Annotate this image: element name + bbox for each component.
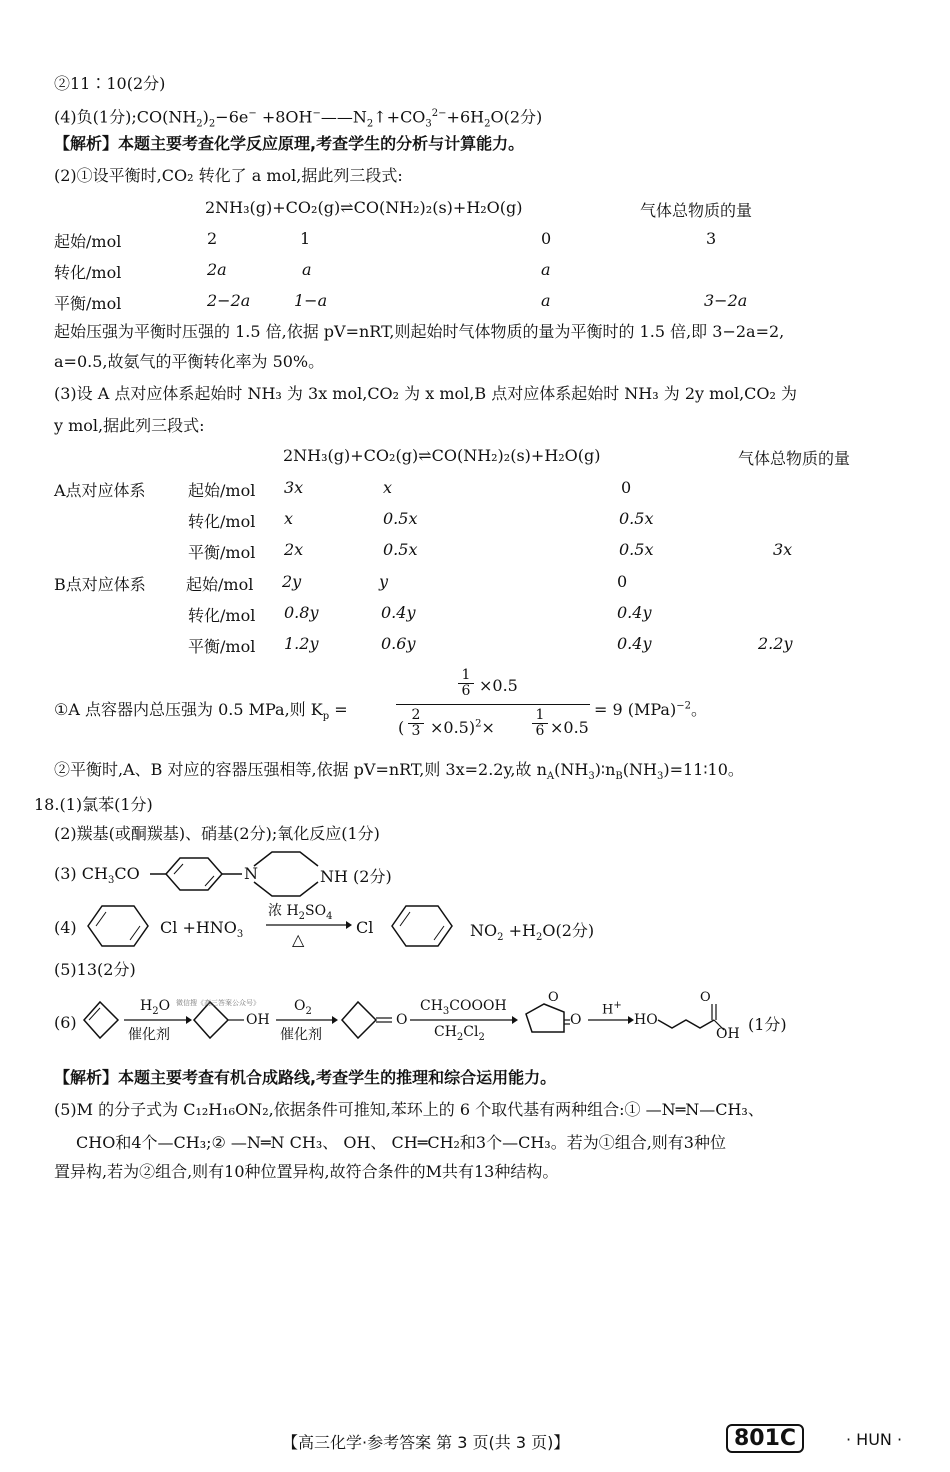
table2-row-label: 起始/mol [188,481,256,500]
table2-cell: 0.5x [383,540,418,559]
paragraph-3-ratio: ②平衡时,A、B 对应的容器压强相等,依据 pV=nRT,则 3x=2.2y,故 $n_A(NH_3)∶n_B(NH_3)=11∶10$。 [54,760,744,783]
route-catalyst-1: 催化剂 [128,1027,170,1043]
route-oh-group: OH [246,1012,270,1028]
table2-row-label: 起始/mol [186,575,254,594]
table2-total-header: 气体总物质的量 [738,449,851,468]
q18-part-1: 18.(1)氯苯(1分) [34,795,153,814]
table2-cell: 0.5x [383,509,418,528]
footer-code: 801C [726,1424,804,1453]
paragraph-2-2: 起始压强为平衡时压强的 1.5 倍,依据 pV=nRT,则起始时气体物质的量为平衡时的 1.5 倍,即 3−2a=2, [54,322,785,341]
table2-row-label: 转化/mol [188,512,256,531]
table2-cell: 0.5x [619,509,654,528]
table1-cell: 2a [207,260,227,279]
table1-row-label: 转化/mol [54,263,122,282]
route-acid-catalyst: H+ [602,1000,622,1018]
table1-row-label: 平衡/mol [54,294,122,313]
table1-cell: a [541,291,551,310]
table1-cell: 1−a [294,291,328,310]
q18-part-3-nh: NH (2分) [320,867,392,886]
paragraph-3-2: y mol,据此列三段式: [54,416,205,435]
q18-part-2: (2)羰基(或酮羰基)、硝基(2分);氧化反应(1分) [54,824,380,843]
table1-row-label: 起始/mol [54,232,122,251]
route-acid-oh: OH [716,1026,740,1042]
frac-numerator: $\frac{1}{6}$ [458,668,474,699]
kp-den-tail: ×0.5 [550,718,589,737]
table2-cell: 2.2y [758,634,793,653]
electrode-equation: (4)负(1分)$;CO(NH_2)_2-6e^-$ $+8OH^-——N_2↑+CO_3^{2-}+6H_2O(2$分) [54,107,543,130]
table1-cell: a [541,260,551,279]
analysis-heading-2: 【解析】本题主要考查有机合成路线,考查学生的推理和综合运用能力。 [54,1068,557,1087]
route-reagent-peracid: $CH_3COOOH$ [420,998,507,1017]
q18-part-3-n: N [244,864,258,883]
table1-equation: 2NH₃(g)+CO₂(g)⇌CO(NH₂)₂(s)+H₂O(g) [205,198,523,217]
fraction-bar [396,704,590,705]
paragraph-2-1: (2)①设平衡时,CO₂ 转化了 a mol,据此列三段式: [54,166,403,185]
table1-cell: a [302,260,312,279]
paragraph-2-3: a=0.5,故氨气的平衡转化率为 50%。 [54,352,325,371]
route-catalyst-2: 催化剂 [280,1027,322,1043]
table2-cell: y [379,572,389,591]
q18-part-4-heat: △ [292,930,305,949]
route-watermark: 微信搜《高三答案公众号》 [176,999,260,1007]
frac-two-thirds: $\frac{2}{3}$ [408,708,424,739]
q18-part-4-reactant: $Cl +HNO_3$ [160,918,244,941]
route-reagent-water: $H_2O$ [140,998,171,1017]
table2-cell: 0 [617,572,628,591]
answer-line-1: ②11∶10(2分) [54,74,166,93]
table2-cell: 0.4y [617,634,652,653]
table2-cell: 3x [284,478,304,497]
table2-cell: 0.8y [284,603,319,622]
route-acid-o: O [700,990,711,1005]
benzene-ring-icon [390,902,456,950]
q18-part-6-label: (6) [54,1013,77,1032]
table2-cell: 3x [773,540,793,559]
table1-cell: 3−2a [704,291,748,310]
analysis-heading-1: 【解析】本题主要考查化学反应原理,考查学生的分析与计算能力。 [54,134,525,153]
table2-cell: 1.2y [284,634,319,653]
table2-cell: 2y [282,572,302,591]
kp-den-mid: ×0.5)$^2$× [430,718,495,737]
paragraph-3-1: (3)设 A 点对应体系起始时 NH₃ 为 3x mol,CO₂ 为 x mol,B 点对应体系起始时 NH₃ 为 2y mol,CO₂ 为 [54,384,798,403]
kp-result: = 9 (MPa)$^{-2}$。 [594,700,707,719]
q18-part-4-product: $NO_2 +H_2O(2$分) [470,921,595,944]
table1-cell: 2−2a [207,291,251,310]
benzene-ring-icon [86,902,152,950]
kp-den-paren: ( [398,718,405,737]
table2-cell: 0 [621,478,632,497]
table2-equation: 2NH₃(g)+CO₂(g)⇌CO(NH₂)₂(s)+H₂O(g) [283,446,601,465]
table2-cell: 0.6y [381,634,416,653]
table2-cell: 0.4y [617,603,652,622]
route-solvent: $CH_2Cl_2$ [434,1024,485,1043]
q18-part-5: (5)13(2分) [54,960,136,979]
paragraph-5-3: 置异构,若为②组合,则有10种位置异构,故符合条件的M共有13种结构。 [54,1162,559,1181]
q18-part-4-condition: 浓 $H_2SO_4$ [268,903,333,922]
frac-one-sixth: $\frac{1}{6}$ [532,708,548,739]
table2-cell: 2x [284,540,304,559]
route-lactone-o2: O [570,1012,582,1028]
paragraph-5-1: (5)M 的分子式为 C₁₂H₁₆ON₂,依据条件可推知,苯环上的 6 个取代基有两种组合:① —N═N—CH₃、 [54,1100,764,1119]
table1-cell: 1 [300,229,311,248]
table1-total-header: 气体总物质的量 [640,201,753,220]
table2-cell: 0.5x [619,540,654,559]
table2-group-a: A点对应体系 [54,481,146,500]
reaction-arrow-icon [266,920,352,930]
route-ketone-o: O [396,1012,408,1028]
footer-region: · HUN · [846,1430,903,1449]
table2-row-label: 平衡/mol [188,543,256,562]
table2-group-b: B点对应体系 [54,575,146,594]
route-ho-group: HO [634,1012,658,1028]
table2-cell: x [383,478,393,497]
q18-part-4-cl: Cl [356,918,374,937]
kp-label: ①A 点容器内总压强为 0.5 MPa,则 $K_p$ = [54,700,348,723]
table2-row-label: 平衡/mol [188,637,256,656]
table1-cell: 0 [541,229,552,248]
table2-cell: 0.4y [381,603,416,622]
paragraph-5-2: CHO和4个—CH₃;② —N═N CH₃、 OH、 CH═CH₂和3个—CH₃。若为①组合,则有3种位 [76,1133,726,1152]
q18-part-3-prefix: (3) $CH_3CO$ [54,864,140,887]
q18-part-4-label: (4) [54,918,77,937]
table1-cell: 3 [706,229,717,248]
footer-title: 【高三化学·参考答案 第 3 页(共 3 页)】 [282,1433,570,1452]
route-reagent-oxygen: $O_2$ [294,998,312,1017]
kp-numerator-tail: ×0.5 [479,676,518,695]
table2-cell: x [284,509,294,528]
route-lactone-o: O [548,990,559,1005]
route-points: (1分) [748,1015,787,1034]
table1-cell: 2 [207,229,218,248]
table2-row-label: 转化/mol [188,606,256,625]
